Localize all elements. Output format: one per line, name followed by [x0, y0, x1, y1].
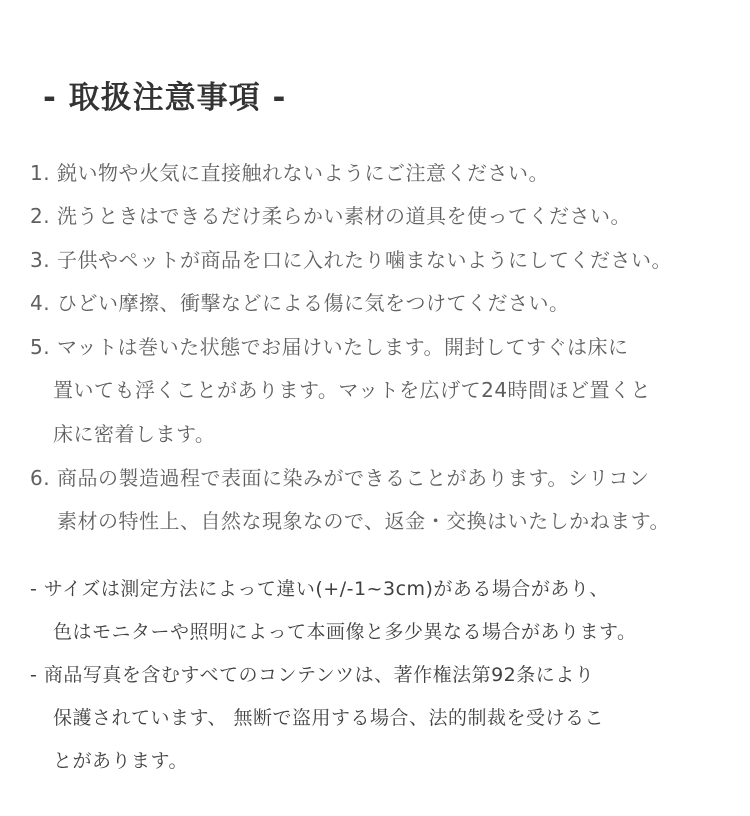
- precaution-line-5c: 床に密着します。: [53, 422, 216, 446]
- note-line-2a: - 商品写真を含むすべてのコンテンツは、著作権法第92条により: [30, 664, 595, 686]
- note-line-1b: 色はモニターや照明によって本画像と多少異なる場合があります。: [53, 621, 637, 643]
- precaution-line-5b: 置いても浮くことがあります。マットを広げて24時間ほど置くと: [53, 378, 652, 402]
- precaution-line-6b: 素材の特性上、自然な現象なので、返金・交換はいたしかねます。: [57, 509, 670, 533]
- page-title: - 取扱注意事項 -: [43, 80, 287, 116]
- note-line-2c: とがあります。: [53, 750, 188, 772]
- note-line-1a: - サイズは測定方法によって違い(+/-1~3cm)がある場合があり、: [30, 578, 609, 600]
- precaution-line-6a: 6. 商品の製造過程で表面に染みができることがあります。シリコン: [30, 466, 650, 490]
- precaution-line-3: 3. 子供やペットが商品を口に入れたり噛まないようにしてください。: [30, 248, 672, 272]
- note-line-2b: 保護されています、 無断で盗用する場合、法的制裁を受けるこ: [53, 707, 605, 729]
- precaution-line-2: 2. 洗うときはできるだけ柔らかい素材の道具を使ってください。: [30, 204, 631, 228]
- precaution-line-1: 1. 鋭い物や火気に直接触れないようにご注意ください。: [30, 161, 549, 185]
- precaution-line-4: 4. ひどい摩擦、衝撃などによる傷に気をつけてください。: [30, 291, 570, 315]
- precaution-line-5a: 5. マットは巻いた状態でお届けいたします。開封してすぐは床に: [30, 335, 629, 359]
